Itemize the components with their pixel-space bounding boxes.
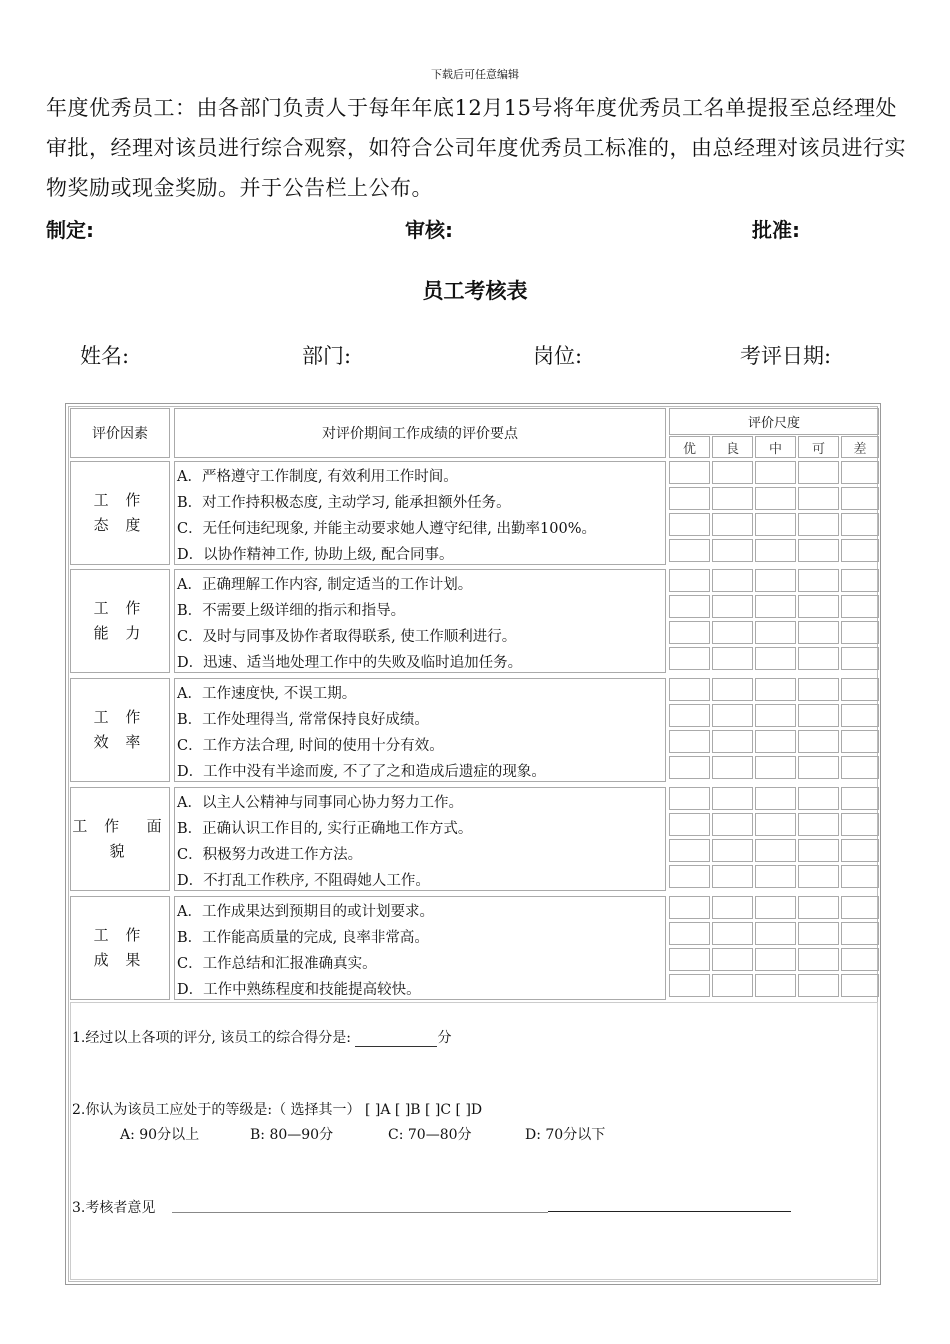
rating-box[interactable] (712, 513, 753, 536)
factor-cell (70, 678, 170, 782)
form-title: 员工考核表 (422, 279, 528, 303)
rating-box[interactable] (712, 756, 753, 779)
header-scale (669, 408, 879, 435)
field-post-label: 岗位: (533, 344, 583, 368)
rating-box[interactable] (712, 974, 753, 997)
rating-box[interactable] (798, 461, 839, 484)
evaluation-point: D．工作中没有半途而废, 不了了之和造成后遗症的现象。 (177, 764, 546, 780)
rating-box[interactable] (798, 513, 839, 536)
rating-box[interactable] (841, 678, 879, 701)
header-note: 下载后可任意编辑 (431, 68, 519, 81)
rating-box[interactable] (669, 839, 710, 862)
evaluation-point: A．工作成果达到预期目的或计划要求。 (177, 904, 434, 920)
evaluation-point: C．工作方法合理, 时间的使用十分有效。 (177, 738, 444, 754)
grade-header-0: 优 (669, 436, 710, 458)
q1-text: 1.经过以上各项的评分, 该员工的综合得分是: (72, 1030, 351, 1046)
rating-box[interactable] (841, 974, 879, 997)
rating-box[interactable] (755, 730, 796, 753)
factor-line-2: 能 力 (93, 624, 147, 642)
rating-box[interactable] (669, 539, 710, 562)
rating-box[interactable] (755, 539, 796, 562)
opinion-line-dark[interactable] (548, 1211, 791, 1212)
rating-box[interactable] (755, 621, 796, 644)
rating-box[interactable] (712, 948, 753, 971)
evaluation-point: D．迅速、适当地处理工作中的失败及临时追加任务。 (177, 655, 523, 671)
rating-box[interactable] (755, 974, 796, 997)
rating-box[interactable] (712, 730, 753, 753)
evaluation-point: C．及时与同事及协作者取得联系, 使工作顺利进行。 (177, 629, 517, 645)
factor-line-2: 效 率 (93, 733, 147, 751)
rating-box[interactable] (712, 461, 753, 484)
evaluation-point: B．不需要上级详细的指示和指导。 (177, 603, 406, 619)
rating-box[interactable] (712, 539, 753, 562)
evaluation-point: A．工作速度快, 不误工期。 (177, 686, 357, 702)
rating-box[interactable] (669, 621, 710, 644)
rating-box[interactable] (712, 647, 753, 670)
factor-line-1: 工 作 (93, 708, 147, 726)
rating-box[interactable] (841, 839, 879, 862)
rating-box[interactable] (712, 487, 753, 510)
rating-box[interactable] (841, 461, 879, 484)
rating-box[interactable] (712, 839, 753, 862)
factor-cell (70, 569, 170, 673)
rating-box[interactable] (712, 704, 753, 727)
rating-box[interactable] (798, 756, 839, 779)
rating-box[interactable] (841, 896, 879, 919)
intro-paragraph: 年度优秀员工：由各部门负责人于每年年底12月15号将年度优秀员工名单提报至总经理处审批，经理对该员进行综合观察，如符合公司年度优秀员工标准的，由总经理对该员进行实物奖励或现金奖励。并于公告栏上公布。 (46, 96, 906, 200)
rating-box[interactable] (841, 730, 879, 753)
rating-box[interactable] (755, 787, 796, 810)
rating-box[interactable] (669, 730, 710, 753)
q3-text: 3.考核者意见 (72, 1200, 156, 1216)
evaluation-point: C．积极努力改进工作方法。 (177, 847, 363, 863)
rating-box[interactable] (712, 922, 753, 945)
rating-box[interactable] (669, 569, 710, 592)
grade-header-4: 差 (841, 436, 879, 458)
rating-box[interactable] (798, 948, 839, 971)
rating-box[interactable] (755, 461, 796, 484)
rating-box[interactable] (798, 896, 839, 919)
evaluation-point: B．对工作持积极态度, 主动学习, 能承担额外任务。 (177, 495, 511, 511)
rating-box[interactable] (798, 678, 839, 701)
score-blank[interactable] (355, 1032, 437, 1047)
rating-box[interactable] (798, 595, 839, 618)
rating-box[interactable] (669, 513, 710, 536)
level-b: B: 80—90分 (250, 1127, 334, 1143)
rating-box[interactable] (712, 595, 753, 618)
rating-box[interactable] (669, 813, 710, 836)
factor-cell (70, 461, 170, 565)
factor-cell (70, 787, 170, 891)
rating-box[interactable] (798, 787, 839, 810)
rating-box[interactable] (755, 948, 796, 971)
rating-box[interactable] (669, 647, 710, 670)
evaluation-point: A．以主人公精神与同事同心协力努力工作。 (177, 795, 463, 811)
rating-box[interactable] (798, 569, 839, 592)
rating-box[interactable] (798, 730, 839, 753)
rating-box[interactable] (669, 865, 710, 888)
rating-box[interactable] (755, 513, 796, 536)
evaluation-point: A．严格遵守工作制度, 有效利用工作时间。 (177, 469, 458, 485)
rating-box[interactable] (841, 621, 879, 644)
rating-box[interactable] (841, 787, 879, 810)
level-c: C: 70—80分 (388, 1127, 472, 1143)
factor-line-1: 工 作 (93, 926, 147, 944)
rating-box[interactable] (755, 839, 796, 862)
evaluation-point: D．工作中熟练程度和技能提高较快。 (177, 982, 421, 998)
rating-box[interactable] (841, 813, 879, 836)
rating-box[interactable] (755, 922, 796, 945)
rating-box[interactable] (755, 756, 796, 779)
rating-box[interactable] (841, 922, 879, 945)
opinion-line-light[interactable] (172, 1212, 548, 1213)
factor-line-1: 工 作 (93, 599, 147, 617)
factor-line-1: 工 作 (93, 491, 147, 509)
factor-line-2: 貌 (109, 842, 131, 860)
points-cell (174, 787, 666, 891)
factor-line-2: 态 度 (93, 516, 147, 534)
sign-approve-label: 批准: (752, 218, 800, 242)
rating-box[interactable] (712, 787, 753, 810)
rating-box[interactable] (755, 896, 796, 919)
rating-box[interactable] (841, 704, 879, 727)
evaluation-point: B．正确认识工作目的, 实行正确地工作方式。 (177, 821, 473, 837)
rating-box[interactable] (755, 595, 796, 618)
header-factor-text: 评价因素 (92, 426, 148, 442)
rating-box[interactable] (669, 787, 710, 810)
rating-box[interactable] (669, 974, 710, 997)
q1-suffix: 分 (437, 1030, 452, 1046)
rating-box[interactable] (798, 865, 839, 888)
rating-box[interactable] (669, 756, 710, 779)
rating-box[interactable] (755, 487, 796, 510)
grade-header-3: 可 (798, 436, 839, 458)
rating-box[interactable] (798, 704, 839, 727)
evaluation-point: D．不打乱工作秩序, 不阻碍她人工作。 (177, 873, 430, 889)
points-cell (174, 678, 666, 782)
rating-box[interactable] (841, 865, 879, 888)
rating-box[interactable] (712, 569, 753, 592)
sign-made-label: 制定: (46, 218, 94, 242)
evaluation-point: C．无任何违纪现象, 并能主动要求她人遵守纪律, 出勤率100%。 (177, 521, 596, 537)
field-date-label: 考评日期: (740, 344, 832, 368)
evaluation-point: B．工作能高质量的完成, 良率非常高。 (177, 930, 429, 946)
factor-cell (70, 896, 170, 1000)
rating-box[interactable] (712, 865, 753, 888)
rating-box[interactable] (755, 678, 796, 701)
header-factor (70, 408, 170, 458)
rating-box[interactable] (798, 539, 839, 562)
header-points-text: 对评价期间工作成绩的评价要点 (322, 426, 518, 442)
rating-box[interactable] (669, 678, 710, 701)
rating-box[interactable] (712, 678, 753, 701)
q2-text: 2.你认为该员工应处于的等级是:（ 选择其一） [ ]A [ ]B [ ]C [ ]D (72, 1102, 483, 1118)
rating-box[interactable] (841, 647, 879, 670)
rating-box[interactable] (669, 487, 710, 510)
header-scale-text: 评价尺度 (747, 416, 800, 431)
rating-box[interactable] (669, 595, 710, 618)
rating-box[interactable] (841, 513, 879, 536)
rating-box[interactable] (669, 948, 710, 971)
factor-line-1: 工 作 面 (72, 817, 168, 835)
rating-box[interactable] (755, 865, 796, 888)
grade-header-2: 中 (755, 436, 796, 458)
level-d: D: 70分以下 (525, 1127, 606, 1143)
rating-box[interactable] (798, 974, 839, 997)
rating-box[interactable] (669, 704, 710, 727)
rating-box[interactable] (841, 756, 879, 779)
evaluation-point: C．工作总结和汇报准确真实。 (177, 956, 377, 972)
rating-box[interactable] (798, 922, 839, 945)
rating-box[interactable] (841, 569, 879, 592)
rating-box[interactable] (712, 621, 753, 644)
rating-box[interactable] (755, 704, 796, 727)
evaluation-point: B．工作处理得当, 常常保持良好成绩。 (177, 712, 429, 728)
rating-box[interactable] (798, 487, 839, 510)
rating-box[interactable] (712, 896, 753, 919)
field-dept-label: 部门: (302, 344, 352, 368)
evaluation-point: A．正确理解工作内容, 制定适当的工作计划。 (177, 577, 473, 593)
rating-box[interactable] (755, 813, 796, 836)
q3-line (72, 1197, 155, 1217)
rating-box[interactable] (798, 647, 839, 670)
evaluation-point: D．以协作精神工作, 协助上级, 配合同事。 (177, 547, 454, 563)
grade-header-1: 良 (712, 436, 753, 458)
sign-review-label: 审核: (405, 218, 453, 242)
rating-box[interactable] (798, 813, 839, 836)
rating-box[interactable] (841, 487, 879, 510)
rating-box[interactable] (841, 595, 879, 618)
header-points (174, 408, 666, 458)
rating-box[interactable] (755, 569, 796, 592)
rating-box[interactable] (841, 539, 879, 562)
rating-box[interactable] (669, 922, 710, 945)
factor-line-2: 成 果 (93, 951, 147, 969)
rating-box[interactable] (755, 647, 796, 670)
rating-box[interactable] (798, 839, 839, 862)
points-cell (174, 896, 666, 1000)
field-name-label: 姓名: (80, 344, 130, 368)
level-a: A: 90分以上 (120, 1127, 200, 1143)
q1-line (72, 1027, 451, 1047)
rating-box[interactable] (798, 621, 839, 644)
points-cell (174, 461, 666, 565)
rating-box[interactable] (841, 948, 879, 971)
points-cell (174, 569, 666, 673)
rating-box[interactable] (669, 896, 710, 919)
rating-box[interactable] (669, 461, 710, 484)
rating-box[interactable] (712, 813, 753, 836)
